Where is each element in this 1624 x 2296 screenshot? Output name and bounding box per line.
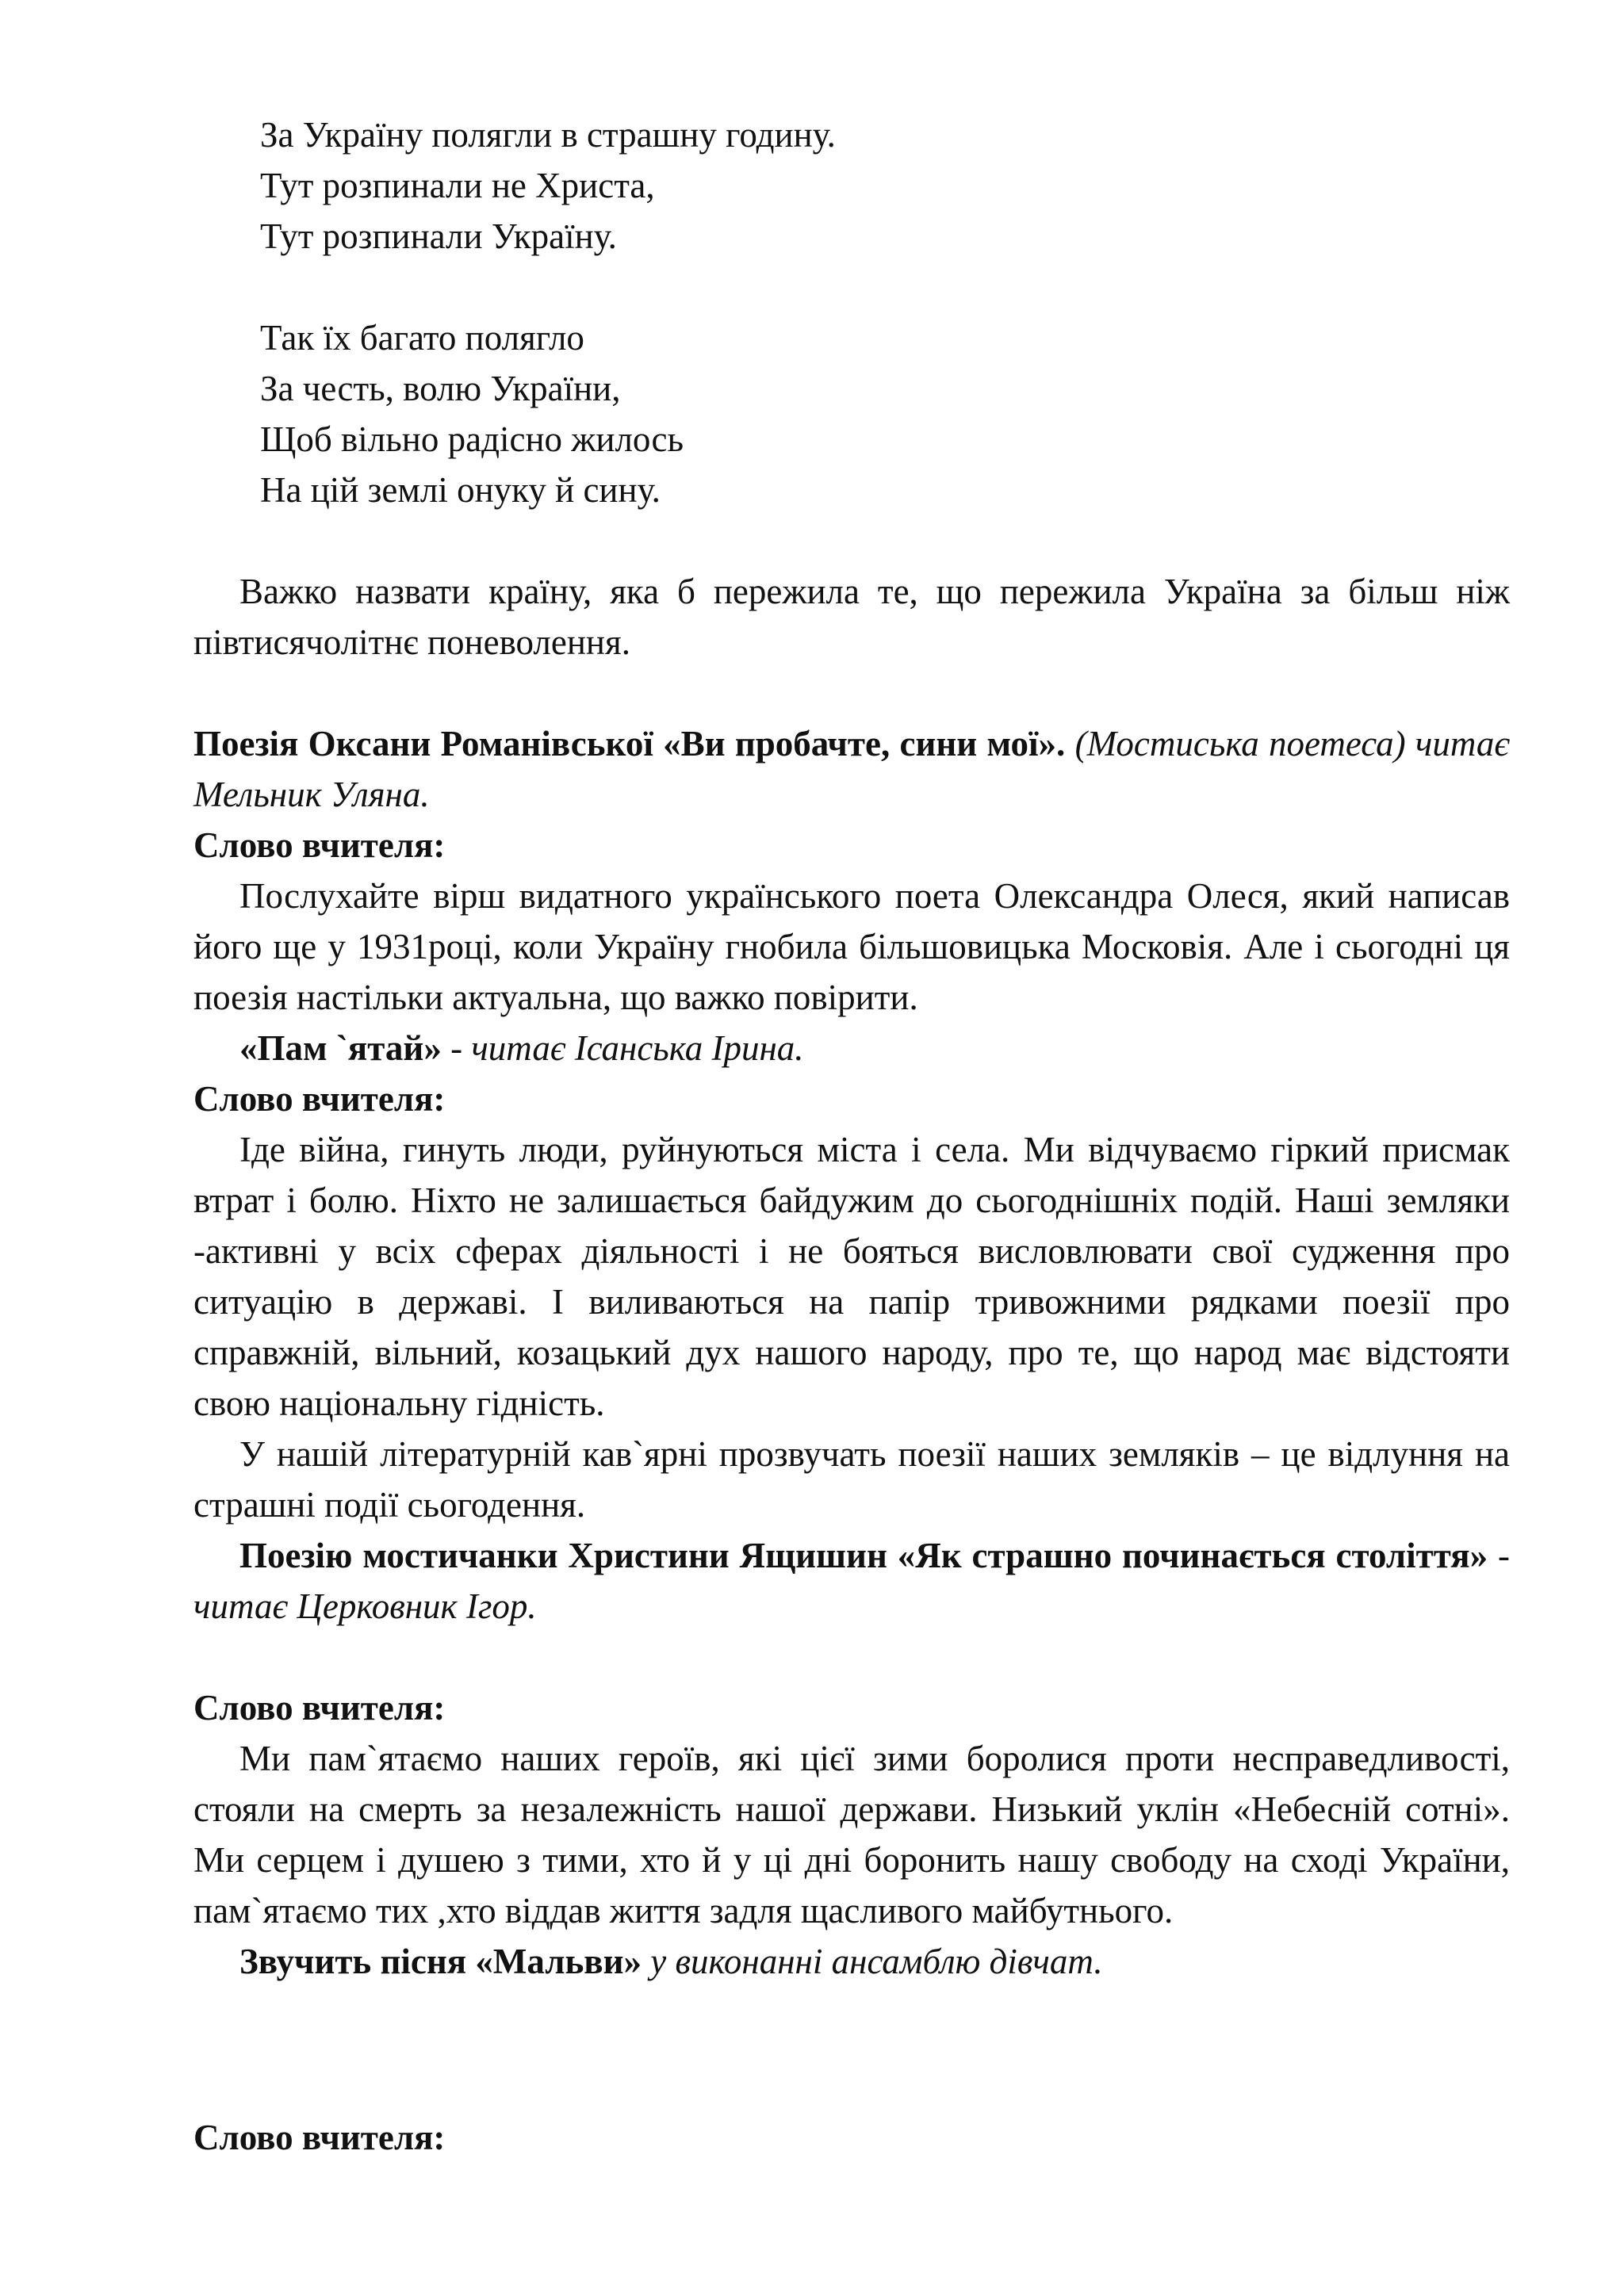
poem-reader: (Мостиська поетеса) читає Мельник Уляна. — [193, 724, 1511, 814]
poem-line: На цій землі онуку й сину. — [260, 470, 661, 510]
poem-announcement-1 — [193, 718, 1510, 820]
song-announcement — [193, 1936, 1510, 1987]
poem-line: Тут розпинали не Христа, — [260, 166, 655, 205]
spacer — [193, 1632, 1510, 1682]
poem-stanza-1 — [260, 109, 1510, 262]
poem-line: За Україну полягли в страшну годину. — [260, 115, 836, 155]
spacer — [193, 515, 1510, 566]
document-body — [193, 109, 1510, 2163]
poem-reader: читає Ісанська Ірина. — [471, 1028, 804, 1068]
teacher-heading: Слово вчителя: — [193, 2118, 446, 2157]
poem-title: «Пам `ятай» — [239, 1028, 442, 1068]
spacer — [193, 668, 1510, 718]
teacher-heading: Слово вчителя: — [193, 825, 446, 865]
paragraph-heroes: Ми пам`ятаємо наших героїв, які цієї зими боролися проти несправедливості, стояли на смерть за незалежність нашої держави. Низький уклін «Небесній сотні». Ми серцем і душею з тими, хто й у ці дні боронить нашу свободу на сході України, пам`ятаємо тих ,хто віддав життя задля щасливого майбутнього. — [193, 1739, 1510, 1931]
poem-line: Так їх багато полягло — [260, 318, 584, 358]
poem-stanza-2 — [260, 312, 1510, 515]
poem-line: За честь, волю України, — [260, 369, 621, 408]
poem-title: Поезію мостичанки Христини Ящишин «Як страшно починається століття» — [239, 1536, 1488, 1575]
teacher-heading: Слово вчителя: — [193, 1079, 446, 1119]
paragraph-war: Іде війна, гинуть люди, руйнуються міста і села. Ми відчуваємо гіркий присмак втрат і болю. Ніхто не залишається байдужим до сьогоднішніх подій. Наші земляки -активні у всіх сферах діяльності і не бояться висловлювати свої судження про ситуацію в державі. І виливаються на папір тривожними рядками поезії про справжній, вільний, козацький дух нашого народу, про те, що народ має відстояти свою національну гідність. — [193, 1130, 1510, 1423]
poem-announcement-3 — [193, 1530, 1510, 1632]
intro-paragraph: Важко назвати країну, яка б пережила те, що пережила Україна за більш ніж півтисячолітнє поневолення. — [193, 572, 1510, 662]
paragraph-cafe: У нашій літературній кав`ярні прозвучать поезії наших земляків – це відлуння на страшні події сьогодення. — [193, 1434, 1510, 1525]
song-title: Звучить пісня «Мальви» — [239, 1942, 642, 1981]
spacer — [193, 262, 1510, 312]
poem-title: Поезія Оксани Романівської «Ви пробачте, сини мої». — [193, 724, 1066, 763]
paragraph-oles: Послухайте вірш видатного українського поета Олександра Олеся, який написав його ще у 1931році, коли Україну гнобила більшовицька Московія. Але і сьогодні ця поезія настільки актуальна, що важко повірити. — [193, 876, 1510, 1017]
poem-line: Тут розпинали Україну. — [260, 216, 617, 256]
poem-line: Щоб вільно радісно жилось — [260, 419, 684, 459]
teacher-heading: Слово вчителя: — [193, 1688, 446, 1728]
poem-reader: читає Церковник Ігор. — [193, 1586, 537, 1626]
separator-text: - — [441, 1028, 472, 1068]
spacer — [193, 1987, 1510, 2088]
poem-announcement-2 — [193, 1023, 1510, 1073]
separator-text: - — [1488, 1536, 1510, 1575]
song-performer: у виконанні ансамблю дівчат. — [642, 1942, 1103, 1981]
spacer — [193, 2088, 1510, 2112]
